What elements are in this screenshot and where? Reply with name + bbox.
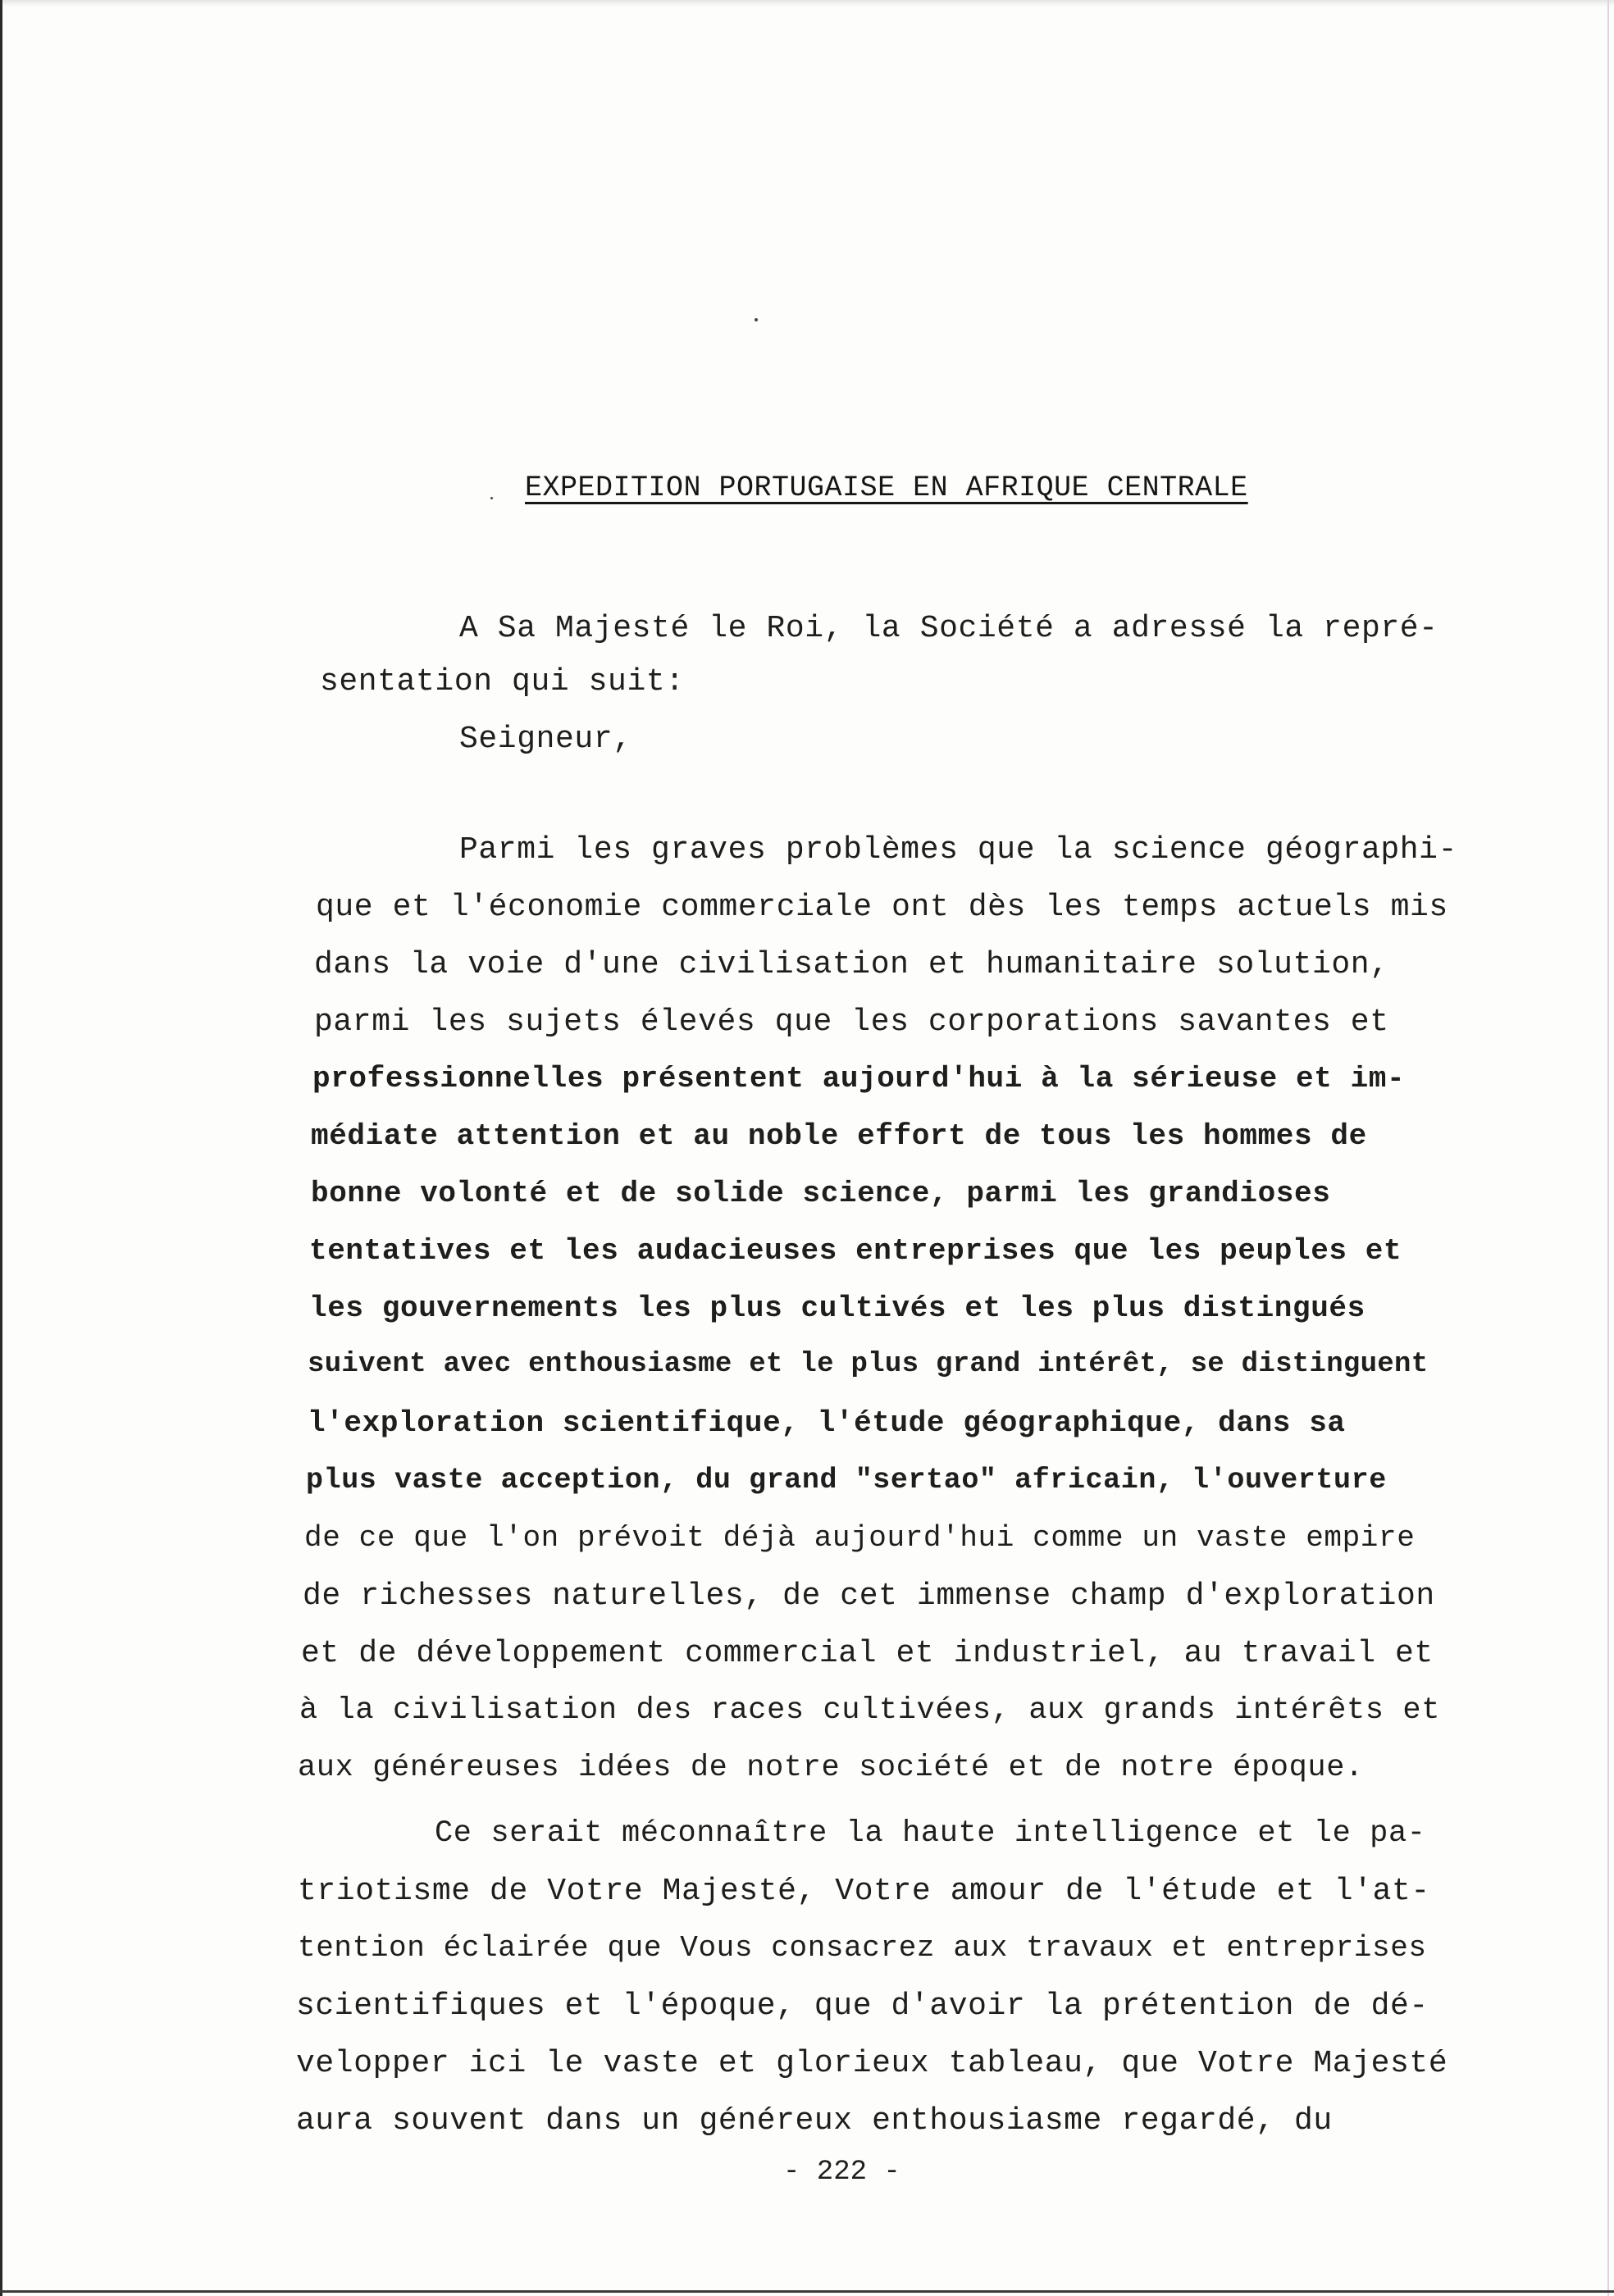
text-line: parmi les sujets élevés que les corporations savantes et [314, 1004, 1389, 1040]
text-line: suivent avec enthousiasme et le plus grand intérêt, se distinguent [308, 1349, 1429, 1380]
text-line: professionnelles présentent aujourd'hui à la sérieuse et im- [312, 1062, 1406, 1096]
scan-bottom-edge [0, 2290, 1614, 2293]
page-title: EXPEDITION PORTUGAISE EN AFRIQUE CENTRALE [525, 472, 1248, 504]
text-line: et de développement commercial et industriel, au travail et [301, 1636, 1434, 1671]
text-line: aux généreuses idées de notre société et de notre époque. [298, 1751, 1364, 1785]
text-line: de richesses naturelles, de cet immense champ d'exploration [303, 1578, 1435, 1614]
text-line: aura souvent dans un généreux enthousiasme regardé, du [296, 2103, 1333, 2139]
text-line: les gouvernements les plus cultivés et les plus distingués [309, 1292, 1366, 1325]
text-line: tention éclairée que Vous consacrez aux travaux et entreprises [298, 1931, 1427, 1965]
text-line: Parmi les graves problèmes que la science géographi- [459, 832, 1457, 868]
text-line: triotisme de Votre Majesté, Votre amour de l'étude et l'at- [298, 1874, 1430, 1909]
text-line: tentatives et les audacieuses entreprises que les peuples et [309, 1234, 1402, 1268]
text-line: Ce serait méconnaître la haute intelligence et le pa- [435, 1816, 1426, 1851]
text-line: sentation qui suit: [320, 664, 685, 699]
text-line: scientifiques et l'époque, que d'avoir la prétention de dé- [296, 1988, 1429, 2024]
text-line: plus vaste acception, du grand "sertao" africain, l'ouverture [306, 1464, 1387, 1496]
text-line: à la civilisation des races cultivées, aux grands intérêts et [299, 1693, 1441, 1728]
page-number: - 222 - [783, 2157, 900, 2188]
text-line: que et l'économie commerciale ont dès les temps actuels mis [316, 890, 1448, 925]
scan-speck [755, 318, 758, 321]
text-line: de ce que l'on prévoit déjà aujourd'hui comme un vaste empire [304, 1521, 1416, 1555]
text-line: A Sa Majesté le Roi, la Société a adressé la repré- [459, 611, 1438, 646]
text-line: Seigneur, [459, 722, 632, 757]
text-line: dans la voie d'une civilisation et humanitaire solution, [314, 947, 1389, 982]
scan-right-edge [1607, 0, 1609, 2296]
scan-top-strip [0, 0, 1614, 7]
text-line: médiate attention et au noble effort de tous les hommes de [311, 1119, 1367, 1153]
text-line: l'exploration scientifique, l'étude géographique, dans sa [308, 1406, 1346, 1440]
text-line: velopper ici le vaste et glorieux tableau, que Votre Majesté [296, 2046, 1448, 2081]
text-line: bonne volonté et de solide science, parmi les grandioses [311, 1177, 1331, 1210]
scan-speck [490, 497, 493, 499]
scan-left-edge [0, 0, 2, 2296]
